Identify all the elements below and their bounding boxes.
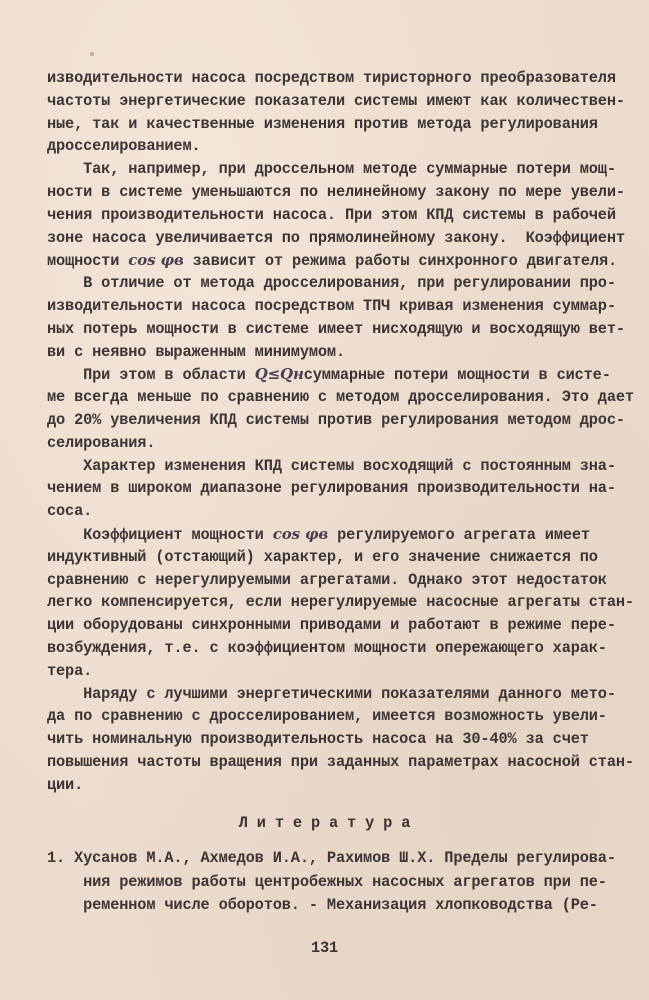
reference-line: 1. Хусанов М.А., Ахмедов И.А., Рахимов Ш.Х. Пределы регулирова- (47, 849, 616, 867)
body-text-line (47, 251, 617, 269)
body-text-segment: мощности (47, 252, 129, 271)
body-text-line: ных потерь мощности в системе имеет нисходящую и восходящую вет- (47, 319, 625, 338)
page-number: 131 (310, 939, 339, 957)
body-text-line: возбуждения, т.е. с коэффициентом мощности опережающего харак- (47, 639, 607, 657)
body-text-line: индуктивный (отстающий) характер, и его значение снижается по (47, 547, 598, 566)
handwritten-formula: cos φв (128, 251, 184, 270)
body-text-segment: Коэффициент мощности (47, 526, 273, 544)
body-text-line (47, 365, 611, 383)
body-text-line: тера. (47, 661, 93, 680)
body-text-line: ви с неявно выраженным минимумом. (47, 342, 345, 361)
body-text-segment: При этом в области (47, 366, 255, 385)
body-text-line: ции. (47, 775, 84, 794)
body-text-line: селирования. (47, 433, 156, 452)
references-heading: Л и т е р а т у р а (238, 814, 411, 832)
body-text-segment: суммарные потери мощности в систе- (303, 366, 611, 385)
body-text-line: Характер изменения КПД системы восходящий с постоянным зна- (47, 456, 616, 475)
body-text-line: ные, так и качественные изменения против метода регулирования (47, 114, 598, 133)
body-text-line: да по сравнению с дросселированием, имеется возможность увели- (47, 707, 607, 726)
body-text-line: до 20% увеличения КПД системы против регулирования методом дрос- (47, 411, 625, 429)
body-text-line: чения производительности насоса. При этом КПД системы в рабочей (47, 205, 616, 224)
body-text-line: повышения частоты вращения при заданных параметрах насосной стан- (47, 753, 634, 771)
body-text-line: В отличие от метода дросселирования, при регулировании про- (47, 274, 616, 293)
body-text-line: соса. (47, 502, 93, 521)
handwritten-formula: cos φв (272, 525, 329, 543)
reference-line: ния режимов работы центробежных насосных агрегатов при пе- (47, 873, 607, 891)
body-text-line: частоты энергетические показатели системы имеют как количествен- (47, 91, 625, 110)
body-text-line: изводительности насоса посредством тиристорного преобразователя (47, 69, 616, 87)
body-text-line: ции оборудованы синхронными приводами и работают в режиме пере- (47, 616, 616, 635)
body-text-line: ности в системе уменьшаются по нелинейному закону по мере увели- (47, 183, 625, 201)
reference-line: ременном числе оборотов. - Механизация хлопководства (Ре- (47, 896, 598, 914)
body-text-line: чить номинальную производительность насоса на 30-40% за счет (47, 730, 589, 749)
body-text-line: Наряду с лучшими энергетическими показателями данного мето- (47, 684, 616, 703)
body-text-segment: регулируемого агрегата имеет (328, 526, 590, 544)
body-text-line: чением в широком диапазоне регулирования производительности на- (47, 479, 616, 498)
body-text-line: сравнению с нерегулируемыми агрегатами. Однако этот недостаток (47, 570, 607, 589)
body-text-segment: зависит от режима работы синхронного двигателя. (183, 252, 618, 271)
body-text-line: Так, например, при дроссельном методе суммарные потери мощ- (47, 160, 616, 179)
body-text-line: зоне насоса увеличивается по прямолинейному закону. Коэффициент (47, 228, 625, 247)
body-text-line (47, 525, 590, 543)
body-text-line: легко компенсируется, если нерегулируемые насосные агрегаты стан- (47, 593, 634, 612)
body-text-line: изводительности насоса посредством ТПЧ кривая изменения суммар- (47, 297, 616, 315)
handwritten-formula: Q≤Qн (254, 365, 304, 384)
body-text-line: дросселированием. (47, 137, 201, 156)
body-text-line: ме всегда меньше по сравнению с методом дросселирования. Это дает (47, 388, 634, 407)
paper-speck (90, 52, 94, 56)
